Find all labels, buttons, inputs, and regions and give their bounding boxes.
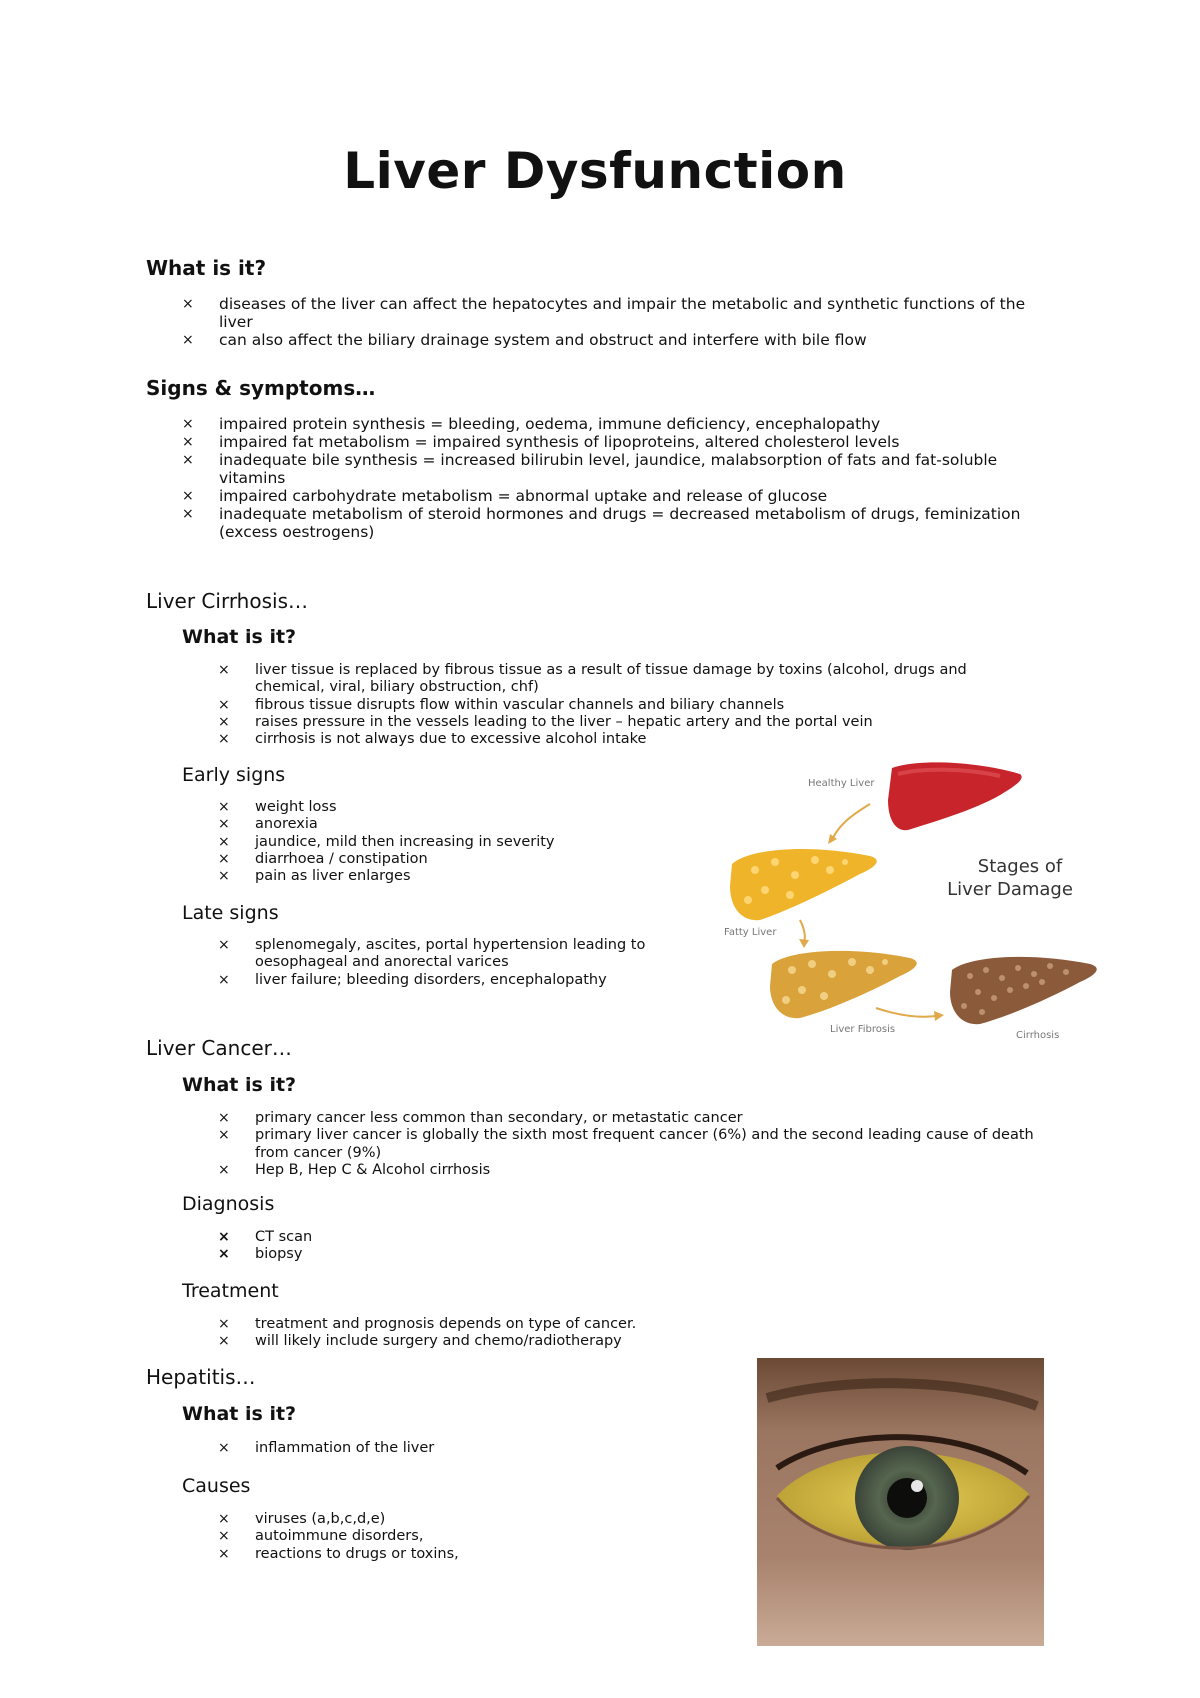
list-item: × cirrhosis is not always due to excessive alcohol intake bbox=[218, 731, 647, 748]
page-title: Liver Dysfunction bbox=[343, 142, 847, 200]
diagnosis-heading: Diagnosis bbox=[182, 1193, 275, 1215]
healthy-liver-label: Healthy Liver bbox=[808, 778, 875, 789]
bullet-mark: × bbox=[218, 1246, 230, 1263]
list-item: × diseases of the liver can affect the hepatocytes and impair the metabolic and synthetic functions of the liver bbox=[182, 295, 1026, 331]
cancer-heading: Liver Cancer… bbox=[146, 1036, 292, 1060]
bullet-mark: × bbox=[218, 799, 230, 815]
cancer-what-heading: What is it? bbox=[182, 1074, 297, 1096]
bullet-mark: × bbox=[218, 1316, 230, 1332]
list-item: × impaired fat metabolism = impaired synthesis of lipoproteins, altered cholesterol levels bbox=[182, 433, 900, 451]
list-item: × inadequate metabolism of steroid hormones and drugs = decreased metabolism of drugs, feminization (excess oestrogens) bbox=[182, 505, 1021, 541]
list-item: × impaired carbohydrate metabolism = abnormal uptake and release of glucose bbox=[182, 487, 828, 505]
cancer-what-list bbox=[218, 1110, 1038, 1179]
bullet-mark: × bbox=[218, 868, 230, 885]
list-item: × fibrous tissue disrupts flow within vascular channels and biliary channels bbox=[218, 696, 785, 713]
cirrhosis-what-heading: What is it? bbox=[182, 626, 297, 648]
bullet-mark: × bbox=[218, 1127, 230, 1144]
bullet-mark: × bbox=[218, 731, 230, 748]
list-item: × CT scan bbox=[218, 1229, 313, 1245]
bullet-mark: × bbox=[182, 332, 194, 348]
list-item: × jaundice, mild then increasing in severity bbox=[218, 833, 555, 850]
fibrosis-liver-shape bbox=[770, 951, 917, 1018]
bullet-mark: × bbox=[218, 1528, 230, 1545]
bullet-mark: × bbox=[218, 1110, 230, 1126]
list-item: × liver tissue is replaced by fibrous tissue as a result of tissue damage by toxins (alcohol, drugs and chemical, viral, biliary obstruction, chf) bbox=[218, 662, 967, 696]
bullet-mark: × bbox=[218, 850, 230, 867]
fatty-liver-label: Fatty Liver bbox=[724, 927, 777, 938]
list-item: × anorexia bbox=[218, 816, 318, 833]
list-item: × weight loss bbox=[218, 799, 337, 815]
early-signs-list bbox=[218, 799, 678, 885]
bullet-mark: × bbox=[218, 1161, 230, 1178]
list-item: × liver failure; bleeding disorders, encephalopathy bbox=[218, 971, 607, 988]
fibrosis-label: Liver Fibrosis bbox=[830, 1024, 896, 1035]
treatment-list bbox=[218, 1316, 1038, 1351]
cirrhosis-label: Cirrhosis bbox=[1016, 1030, 1060, 1040]
list-item: × biopsy bbox=[218, 1246, 303, 1263]
bullet-mark: × bbox=[218, 1511, 230, 1527]
bullet-mark: × bbox=[218, 1333, 230, 1350]
treatment-heading: Treatment bbox=[182, 1280, 279, 1302]
signs-list bbox=[182, 415, 1062, 541]
section-what-heading: What is it? bbox=[146, 256, 267, 280]
late-signs-heading: Late signs bbox=[182, 902, 279, 924]
list-item: × viruses (a,b,c,d,e) bbox=[218, 1511, 386, 1527]
causes-heading: Causes bbox=[182, 1475, 251, 1497]
list-item: × raises pressure in the vessels leading to the liver – hepatic artery and the portal vein bbox=[218, 713, 873, 730]
list-item: × primary liver cancer is globally the sixth most frequent cancer (6%) and the second leading cause of death from cancer (9%) bbox=[218, 1127, 1034, 1161]
list-item: × inadequate bile synthesis = increased bilirubin level, jaundice, malabsorption of fats and fat-soluble vitamins bbox=[182, 451, 998, 487]
bullet-mark: × bbox=[218, 713, 230, 730]
figure-title-line1: Stages of bbox=[977, 856, 1063, 877]
cirrhosis-heading: Liver Cirrhosis… bbox=[146, 589, 308, 613]
early-signs-heading: Early signs bbox=[182, 764, 286, 786]
list-item: × diarrhoea / constipation bbox=[218, 850, 428, 867]
list-item: × splenomegaly, ascites, portal hypertension leading to oesophageal and anorectal varices bbox=[218, 937, 646, 971]
hepatitis-what-heading: What is it? bbox=[182, 1403, 297, 1425]
bullet-mark: × bbox=[182, 488, 194, 504]
fatty-liver-shape bbox=[730, 849, 877, 920]
bullet-mark: × bbox=[182, 506, 194, 522]
jaundiced-eye-photo bbox=[757, 1358, 1044, 1646]
bullet-mark: × bbox=[218, 833, 230, 850]
bullet-mark: × bbox=[218, 1545, 230, 1562]
bullet-mark: × bbox=[182, 452, 194, 468]
cirrhosis-what-list bbox=[218, 662, 1038, 748]
list-item: × autoimmune disorders, bbox=[218, 1528, 424, 1545]
bullet-mark: × bbox=[182, 296, 194, 312]
liver-stages-figure bbox=[720, 760, 1110, 1040]
what-list bbox=[182, 295, 1062, 349]
bullet-mark: × bbox=[182, 416, 194, 432]
list-item: × can also affect the biliary drainage system and obstruct and interfere with bile flow bbox=[182, 331, 867, 349]
bullet-mark: × bbox=[218, 816, 230, 833]
late-signs-list bbox=[218, 937, 688, 989]
cirrhosis-liver-shape bbox=[950, 957, 1097, 1024]
diagnosis-list bbox=[218, 1229, 1038, 1264]
section-signs-heading: Signs & symptoms… bbox=[146, 376, 376, 400]
hepatitis-heading: Hepatitis… bbox=[146, 1365, 256, 1389]
figure-title-line2: Liver Damage bbox=[947, 879, 1073, 900]
list-item: × reactions to drugs or toxins, bbox=[218, 1545, 459, 1562]
bullet-mark: × bbox=[218, 971, 230, 988]
bullet-mark: × bbox=[218, 1229, 230, 1245]
list-item: × treatment and prognosis depends on type of cancer. bbox=[218, 1316, 637, 1332]
list-item: × impaired protein synthesis = bleeding, oedema, immune deficiency, encephalopathy bbox=[182, 415, 881, 433]
list-item: × inflammation of the liver bbox=[218, 1440, 435, 1456]
bullet-mark: × bbox=[218, 662, 230, 678]
list-item: × pain as liver enlarges bbox=[218, 868, 411, 885]
list-item: × primary cancer less common than secondary, or metastatic cancer bbox=[218, 1110, 743, 1126]
list-item: × Hep B, Hep C & Alcohol cirrhosis bbox=[218, 1161, 491, 1178]
bullet-mark: × bbox=[218, 696, 230, 713]
bullet-mark: × bbox=[218, 937, 230, 953]
bullet-mark: × bbox=[182, 434, 194, 450]
bullet-mark: × bbox=[218, 1440, 230, 1456]
list-item: × will likely include surgery and chemo/radiotherapy bbox=[218, 1333, 622, 1350]
